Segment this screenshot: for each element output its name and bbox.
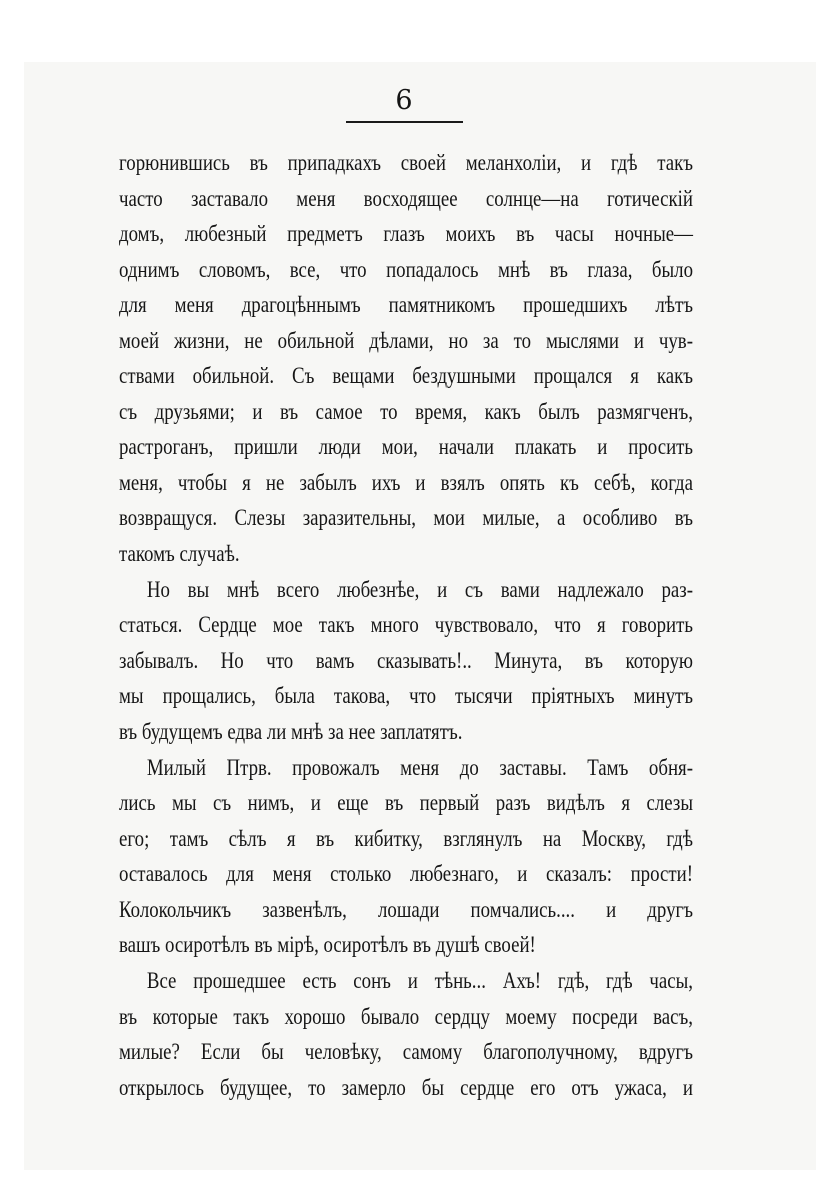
text-line: ствами обильной. Съ вещами бездушными прощался я какъ [119,363,693,388]
paragraph [119,572,693,750]
text-line: открылось будущее, то замерло бы сердце его отъ ужаса, и [119,1074,693,1100]
text-line: меня, чтобы я не забылъ ихъ и взялъ опять къ себѣ, когда [119,469,693,495]
text-line: мы прощались, была такова, что тысячи прiятныхъ минутъ [119,683,693,708]
text-line: Милый Птрв. провожалъ меня до заставы. Тамъ обня- [146,754,693,780]
text-line: Все прошедшее есть сонъ и тѣнь... Ахъ! гдѣ, гдѣ часы, [146,968,693,993]
text-line: растроганъ, пришли люди мои, начали плакать и просить [119,434,693,459]
text-line: Колокольчикъ зазвенѣлъ, лошади помчались.... и другъ [119,896,693,922]
text-line: въ которые такъ хорошо бывало сердцу моему посреди васъ, [119,1003,693,1029]
page-number: 6 [395,85,413,116]
paragraph [119,750,693,963]
text-line: лись мы съ нимъ, и еще въ первый разъ видѣлъ я слезы [119,790,693,815]
text-line: забывалъ. Но что вамъ сказывать!.. Минута, въ которую [119,647,693,673]
paragraph [119,963,693,1105]
text-line: съ друзьями; и въ самое то время, какъ былъ размягченъ, [119,398,693,424]
text-line: статься. Сердце мое такъ много чувствовало, что я говорить [119,612,693,637]
body-text [119,145,693,1105]
paragraph [119,145,693,571]
text-line: однимъ словомъ, все, что попадалось мнѣ въ глаза, было [119,256,693,282]
text-line: оставалось для меня столько любезнаго, и сказалъ: прости! [119,861,693,886]
text-line: милые? Если бы человѣку, самому благополучному, вдругъ [119,1039,693,1064]
text-line: Но вы мнѣ всего любезнѣе, и съ вами надлежало раз- [146,576,693,602]
text-line: для меня драгоцѣннымъ памятникомъ прошедшихъ лѣтъ [119,292,693,317]
text-line: вашъ осиротѣлъ въ мiрѣ, осиротѣлъ въ душѣ своей! [119,932,536,957]
text-line: возвращуся. Слезы заразительны, мои милые, а особливо въ [119,505,693,530]
text-line: моей жизни, не обильной дѣлами, но за то мыслями и чув- [119,327,693,353]
text-line: его; тамъ сѣлъ я въ кибитку, взглянулъ на Москву, гдѣ [119,825,693,851]
text-line: въ будущемъ едва ли мнѣ за нее заплатятъ. [119,718,463,744]
header-rule [346,121,463,123]
text-line: горюнившись въ припадкахъ своей меланхолiи, и гдѣ такъ [119,150,693,175]
text-line: домъ, любезный предметъ глазъ моихъ въ часы ночные— [119,221,693,246]
text-line: часто заставало меня восходящее солнце—на готическiй [119,185,693,211]
text-line: такомъ случаѣ. [119,540,240,566]
